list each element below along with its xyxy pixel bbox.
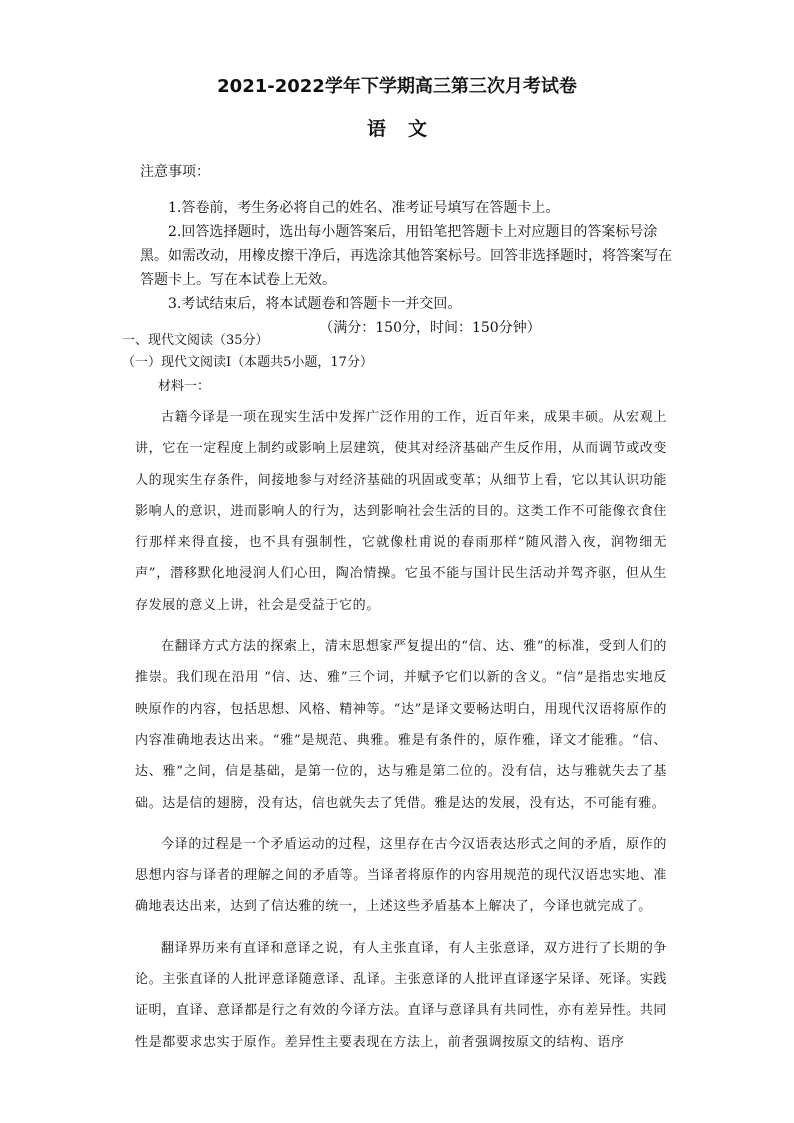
notice-item-1: 1.答卷前，考生务必将自己的姓名、准考证号填写在答题卡上。 bbox=[168, 200, 560, 216]
material-label: 材料一： bbox=[158, 379, 211, 394]
part1-title: 一、现代文阅读（35分） bbox=[122, 333, 269, 348]
notice-heading: 注意事项： bbox=[140, 164, 210, 180]
section-part1-heading bbox=[122, 330, 682, 374]
notice-item-2: 2.回答选择题时，选出每小题答案后，用铅笔把答题卡上对应题目的答案标号涂黑。如需改动，用橡皮擦干净后，再选涂其他答案标号。回答非选择题时，将答案写在答题卡上。写在本试卷上无效。 bbox=[140, 224, 672, 288]
article-paragraph-3: 今译的过程是一个矛盾运动的过程，这里存在古今汉语表达形式之间的矛盾，原作的思想内容与译者的理解之间的矛盾等。当译者将原作的内容用规范的现代汉语忠实地、准确地表达出来，达到了信达雅的统一，上述这些矛盾基本上解决了，今译也就完成了。 bbox=[135, 836, 667, 915]
article-paragraph-2: 在翻译方式方法的探索上，清末思想家严复提出的“信、达、雅”的标准，受到人们的推崇。我们现在沿用 “信、达、雅”三个词，并赋予它们以新的含义。“信”是指忠实地反映原作的内容，包括思想、风格、精神等。“达”是译文要畅达明白，用现代汉语将原作的内容准确地表达出来。“雅”是规范、典雅。雅是有条件的，原作雅，译文才能雅。“信、达、雅”之间，信是基础，是第一位的，达与雅是第二位的。没有信，达与雅就失去了基础。达是信的翅膀，没有达，信也就失去了凭借。雅是达的发展，没有达，不可能有雅。 bbox=[135, 639, 667, 811]
score-time-line: （满分：150分，时间：150分钟） bbox=[319, 320, 541, 336]
notice-block bbox=[140, 160, 680, 340]
article-paragraph-4: 翻译界历来有直译和意译之说，有人主张直译，有人主张意译，双方进行了长期的争论。主张直译的人批评意译随意译、乱译。主张意译的人批评直译逐字呆译、死译。实践证明，直译、意译都是行之有效的今译方法。直译与意译具有共同性，亦有差异性。共同性是都要求忠实于原作。差异性主要表现在方法上，前者强调按原文的结构、语序 bbox=[135, 940, 667, 1050]
part1-subtitle: （一）现代文阅读Ⅰ（本题共5小题，17分） bbox=[122, 355, 373, 370]
reading-article bbox=[135, 402, 667, 1068]
notice-item-3: 3.考试结束后，将本试题卷和答题卡一并交回。 bbox=[168, 296, 462, 312]
article-paragraph-1: 古籍今译是一项在现实生活中发挥广泛作用的工作，近百年来，成果丰硕。从宏观上讲，它在一定程度上制约或影响上层建筑，使其对经济基础产生反作用，从而调节或改变人的现实生存条件，间接地参与对经济基础的巩固或变革；从细节上看，它以其认识功能影响人的意识，进而影响人的行为，达到影响社会生活的目的。这类工作不可能像衣食住行那样来得直接，也不具有强制性，它就像杜甫说的春雨那样“随风潜入夜，润物细无声”，潜移默化地浸润人们心田，陶冶情操。它虽不能与国计民生活动并驾齐驱，但从生存发展的意义上讲，社会是受益于它的。 bbox=[135, 410, 667, 613]
subject-title: 语文 bbox=[366, 118, 449, 140]
exam-title: 2021-2022学年下学期高三第三次月考试卷 bbox=[217, 76, 577, 97]
